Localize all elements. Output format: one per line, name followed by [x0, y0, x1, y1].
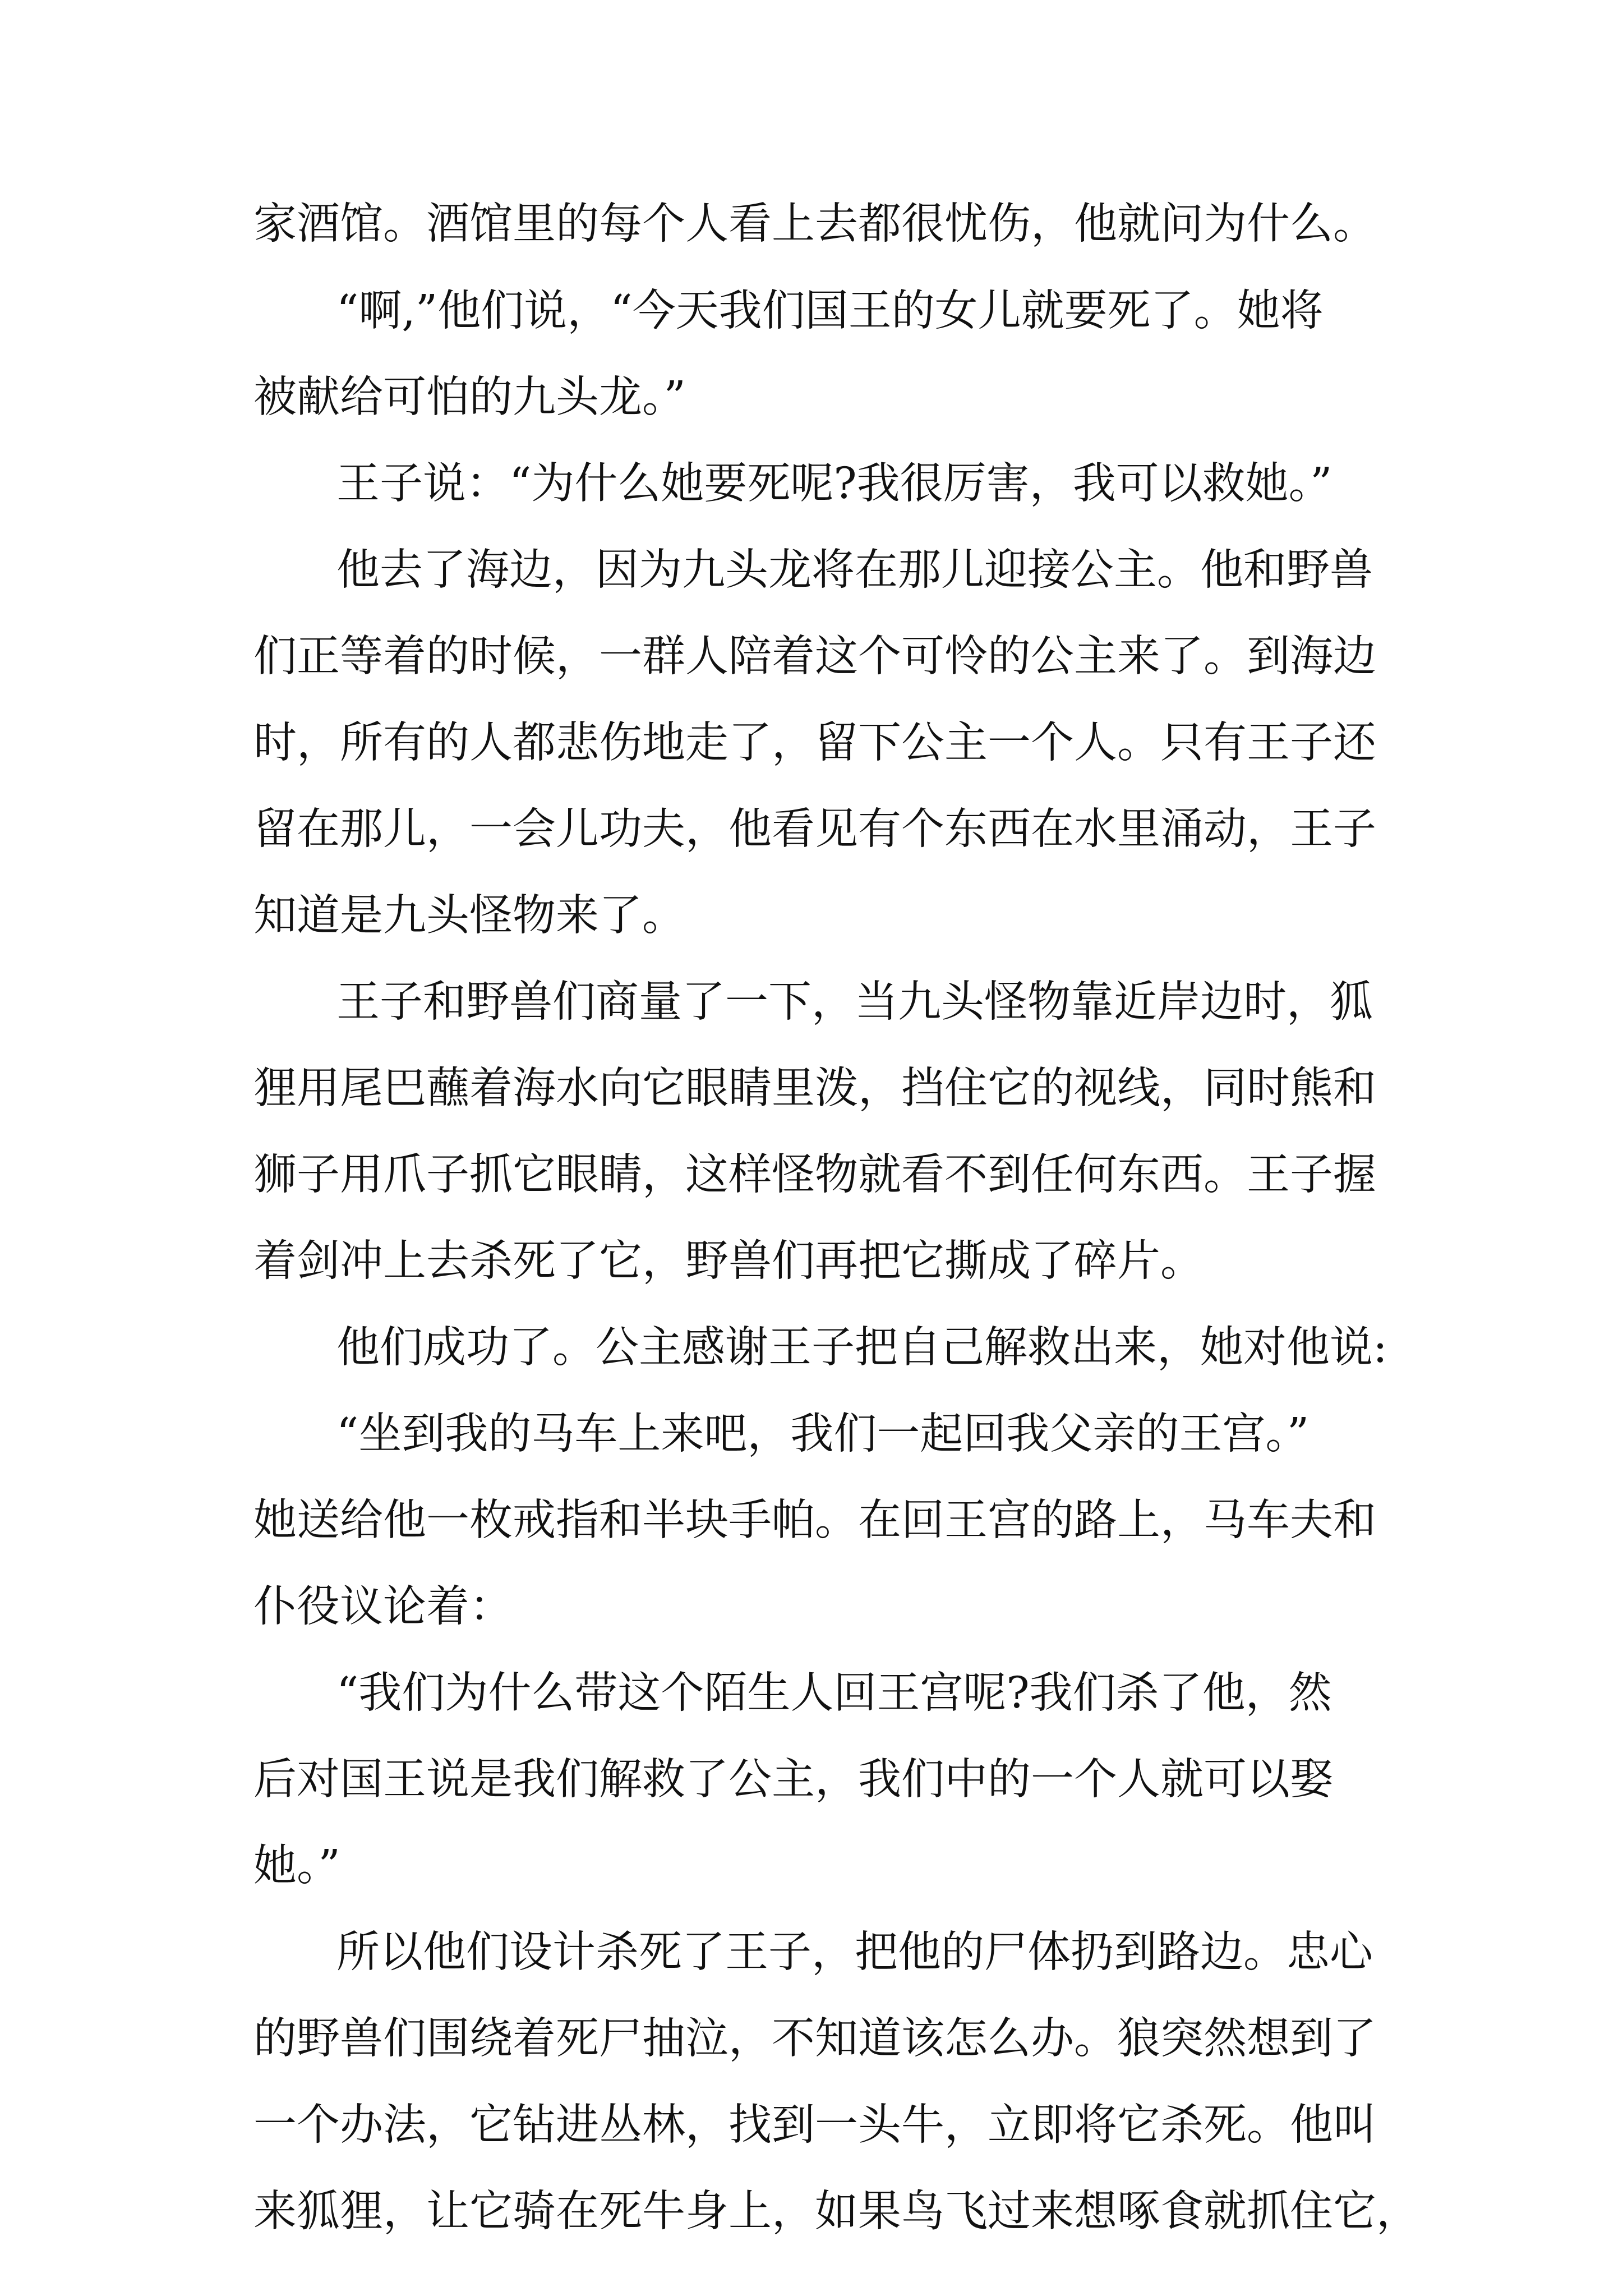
text-line: 来狐狸，让它骑在死牛身上，如果鸟飞过来想啄食就抓住它，	[253, 2187, 1419, 2237]
text-line: 着剑冲上去杀死了它，野兽们再把它撕成了碎片。	[253, 1236, 1204, 1286]
text-line: 知道是九头怪物来了。	[253, 891, 685, 941]
text-line: 们正等着的时候，一群人陪着这个可怜的公主来了。到海边	[253, 632, 1376, 682]
text-line: 的野兽们围绕着死尸抽泣，不知道该怎么办。狼突然想到了	[253, 2014, 1376, 2064]
text-line: 狸用尾巴蘸着海水向它眼睛里泼，挡住它的视线，同时熊和	[253, 1064, 1376, 1114]
text-line: “我们为什么带这个陌生人回王宫呢?我们杀了他，然	[336, 1668, 1332, 1718]
text-line: 她。”	[253, 1841, 340, 1891]
text-line: 王子和野兽们商量了一下，当九头怪物靠近岸边时，狐	[336, 977, 1373, 1027]
text-line: 所以他们设计杀死了王子，把他的尸体扔到路边。忠心	[336, 1927, 1373, 1977]
text-line: 他们成功了。公主感谢王子把自己解救出来，她对他说:	[336, 1323, 1387, 1373]
text-line: 一个办法，它钻进丛林，找到一头牛，立即将它杀死。他叫	[253, 2100, 1376, 2150]
text-line: 他去了海边，因为九头龙将在那儿迎接公主。他和野兽	[336, 545, 1373, 595]
text-line: 后对国王说是我们解救了公主，我们中的一个人就可以娶	[253, 1755, 1333, 1805]
text-line: 被献给可怕的九头龙。”	[253, 372, 686, 422]
text-line: 时，所有的人都悲伤地走了，留下公主一个人。只有王子还	[253, 718, 1376, 768]
text-line: “啊,”他们说，“今天我们国王的女儿就要死了。她将	[336, 286, 1324, 336]
text-line: 狮子用爪子抓它眼睛，这样怪物就看不到任何东西。王子握	[253, 1150, 1376, 1200]
text-line: 王子说：“为什么她要死呢?我很厉害，我可以救她。”	[336, 459, 1332, 509]
text-line: 留在那儿，一会儿功夫，他看见有个东西在水里涌动，王子	[253, 804, 1376, 854]
text-line: “坐到我的马车上来吧，我们一起回我父亲的王宫。”	[336, 1409, 1310, 1459]
text-line: 她送给他一枚戒指和半块手帕。在回王宫的路上，马车夫和	[253, 1496, 1376, 1545]
text-line: 仆役议论着：	[253, 1582, 513, 1632]
text-line: 家酒馆。酒馆里的每个人看上去都很忧伤，他就问为什么。	[253, 199, 1376, 249]
